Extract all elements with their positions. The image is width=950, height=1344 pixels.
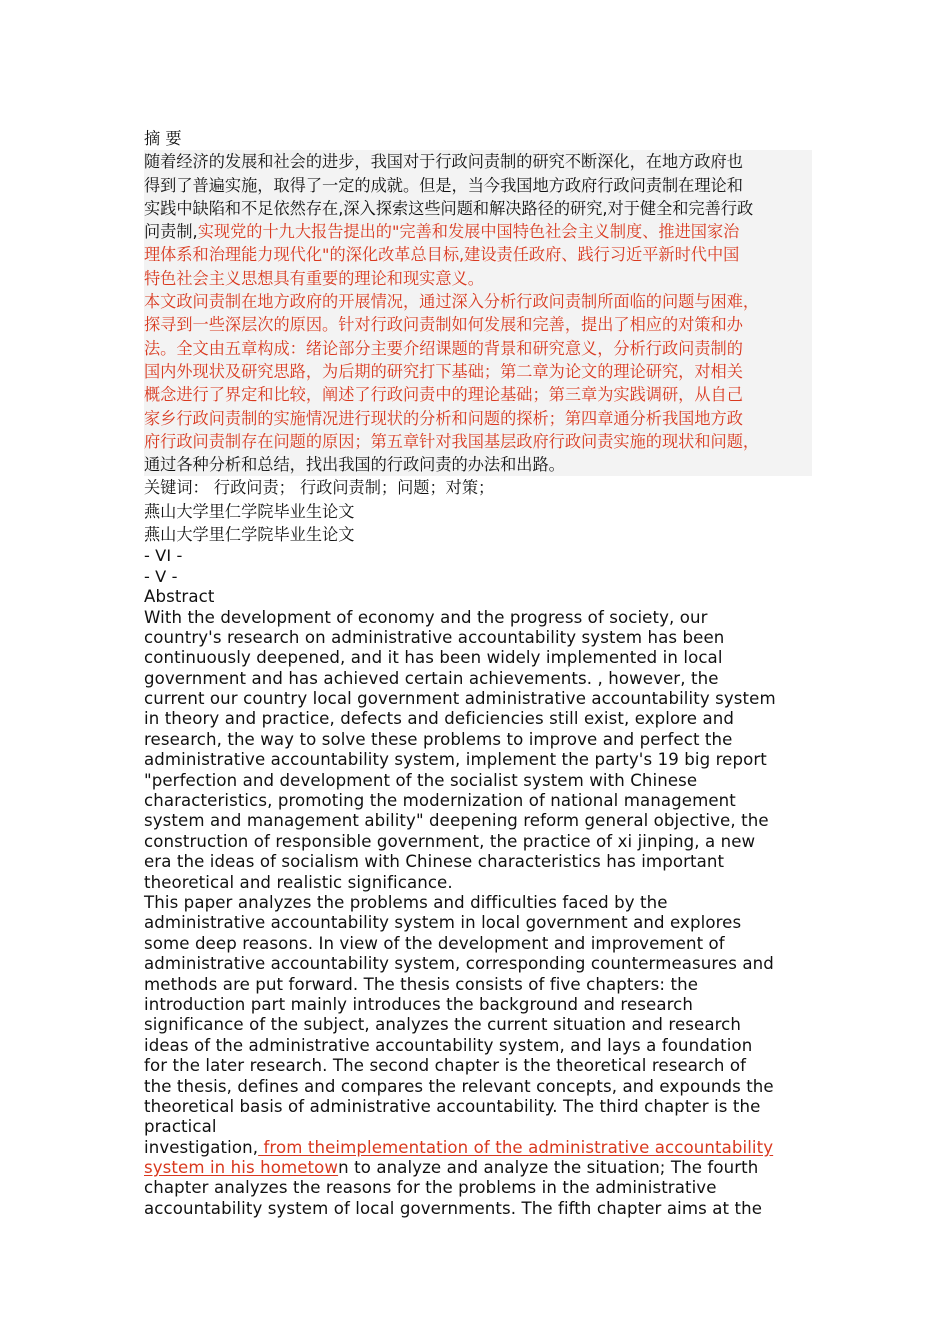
chinese-abstract-heading: 摘 要 bbox=[144, 129, 182, 148]
chinese-text-red: 实现党的十九大报告提出的"完善和发展中国特色社会主义制度、推进国家治 bbox=[197, 222, 740, 242]
chinese-paragraph-line-red: 府行政问责制存在问题的原因；第五章针对我国基层政府行政问责实施的现状和问题， bbox=[144, 430, 812, 453]
english-text-black: investigation, bbox=[144, 1137, 259, 1157]
english-paragraph-line: With the development of economy and the progress of society, our bbox=[144, 607, 708, 627]
page-number: - VI - bbox=[144, 546, 183, 566]
english-paragraph-line-mixed bbox=[144, 1158, 812, 1178]
chinese-paragraph-line-red: 家乡行政问责制的实施情况进行现状的分析和问题的探析；第四章通分析我国地方政 bbox=[144, 407, 812, 430]
english-paragraph-line: for the later research. The second chapter is the theoretical research of bbox=[144, 1056, 747, 1076]
english-paragraph-line: some deep reasons. In view of the development and improvement of bbox=[144, 933, 725, 953]
english-paragraph-line: introduction part mainly introduces the background and research bbox=[144, 994, 693, 1014]
english-paragraph-line: country's research on administrative accountability system has been bbox=[144, 627, 725, 647]
chinese-paragraph-line-mixed bbox=[144, 220, 812, 243]
english-paragraph-line: theoretical basis of administrative accountability. The third chapter is the bbox=[144, 1096, 761, 1116]
english-paragraph-line: administrative accountability system, implement the party's 19 big report bbox=[144, 750, 767, 770]
chinese-paragraph-line-red: 特色社会主义思想具有重要的理论和现实意义。 bbox=[144, 267, 812, 290]
english-paragraph-line: theoretical and realistic significance. bbox=[144, 872, 453, 892]
chinese-paragraph-line-red: 法。全文由五章构成：绪论部分主要介绍课题的背景和研究意义，分析行政问责制的 bbox=[144, 337, 812, 360]
english-paragraph-line: significance of the subject, analyzes the current situation and research bbox=[144, 1015, 742, 1035]
document-content bbox=[144, 127, 812, 1219]
chinese-paragraph-line-red: 探寻到一些深层次的原因。针对行政问责制如何发展和完善，提出了相应的对策和办 bbox=[144, 313, 812, 336]
keywords-line: 关键词： 行政问责； 行政问责制；问题；对策； bbox=[144, 478, 495, 498]
english-paragraph-line: ideas of the administrative accountability system, and lays a foundation bbox=[144, 1035, 753, 1055]
footer-line: 燕山大学里仁学院毕业生论文 bbox=[144, 525, 355, 545]
english-paragraph-line: research, the way to solve these problems to improve and perfect the bbox=[144, 729, 733, 749]
chinese-paragraph-line: 得到了普遍实施，取得了一定的成就。但是，当今我国地方政府行政问责制在理论和 bbox=[144, 174, 812, 197]
english-paragraph-line: system and management ability" deepening reform general objective, the bbox=[144, 811, 769, 831]
english-abstract bbox=[144, 546, 812, 1219]
english-paragraph-line: the thesis, defines and compares the relevant concepts, and expounds the bbox=[144, 1076, 774, 1096]
english-paragraph-line-mixed bbox=[144, 1138, 812, 1158]
chinese-paragraph-line-red: 本文政问责制在地方政府的开展情况，通过深入分析行政问责制所面临的问题与困难， bbox=[144, 290, 812, 313]
english-paragraph-line: characteristics, promoting the modernization of national management bbox=[144, 791, 736, 811]
page-number: - V - bbox=[144, 566, 178, 586]
english-paragraph-line: accountability system of local governments. The fifth chapter aims at the bbox=[144, 1198, 763, 1218]
english-paragraph-line: current our country local government administrative accountability system bbox=[144, 689, 776, 709]
english-text-red-underlined: from theimplementation of the administrative accountability bbox=[258, 1137, 774, 1157]
chinese-paragraph-line-red: 概念进行了界定和比较，阐述了行政问责中的理论基础；第三章为实践调研，从自己 bbox=[144, 383, 812, 406]
english-paragraph-line: This paper analyzes the problems and difficulties faced by the bbox=[144, 892, 668, 912]
english-paragraph-line: practical bbox=[144, 1117, 217, 1137]
chinese-abstract bbox=[144, 127, 812, 546]
english-abstract-heading: Abstract bbox=[144, 587, 215, 607]
chinese-paragraph-line: 随着经济的发展和社会的进步，我国对于行政问责制的研究不断深化，在地方政府也 bbox=[144, 150, 812, 173]
chinese-paragraph-line-red: 国内外现状及研究思路，为后期的研究打下基础；第二章为论文的理论研究，对相关 bbox=[144, 360, 812, 383]
english-paragraph-line: methods are put forward. The thesis consists of five chapters: the bbox=[144, 974, 699, 994]
english-paragraph-line: construction of responsible government, the practice of xi jinping, a new bbox=[144, 831, 756, 851]
chinese-paragraph-line: 通过各种分析和总结，找出我国的行政问责的办法和出路。 bbox=[144, 453, 812, 476]
english-paragraph-line: "perfection and development of the socialist system with Chinese bbox=[144, 770, 698, 790]
english-paragraph-line: continuously deepened, and it has been widely implemented in local bbox=[144, 648, 723, 668]
english-paragraph-line: era the ideas of socialism with Chinese characteristics has important bbox=[144, 852, 725, 872]
english-paragraph-line: in theory and practice, defects and deficiencies still exist, explore and bbox=[144, 709, 734, 729]
chinese-paragraph-line: 实践中缺陷和不足依然存在,深入探索这些问题和解决路径的研究,对于健全和完善行政 bbox=[144, 197, 812, 220]
english-paragraph-line: chapter analyzes the reasons for the problems in the administrative bbox=[144, 1178, 717, 1198]
english-paragraph-line: administrative accountability system, corresponding countermeasures and bbox=[144, 954, 774, 974]
english-text-red-underlined: system in his hometow bbox=[144, 1158, 339, 1178]
chinese-paragraph-line-red: 理体系和治理能力现代化"的深化改革总目标,建设责任政府、践行习近平新时代中国 bbox=[144, 243, 812, 266]
footer-line: 燕山大学里仁学院毕业生论文 bbox=[144, 501, 355, 521]
english-paragraph-line: government and has achieved certain achievements. , however, the bbox=[144, 668, 719, 688]
english-paragraph-line: administrative accountability system in local government and explores bbox=[144, 913, 742, 933]
english-text-black: n to analyze and analyze the situation; The fourth bbox=[338, 1158, 759, 1178]
chinese-text-black: 问责制, bbox=[144, 222, 198, 242]
